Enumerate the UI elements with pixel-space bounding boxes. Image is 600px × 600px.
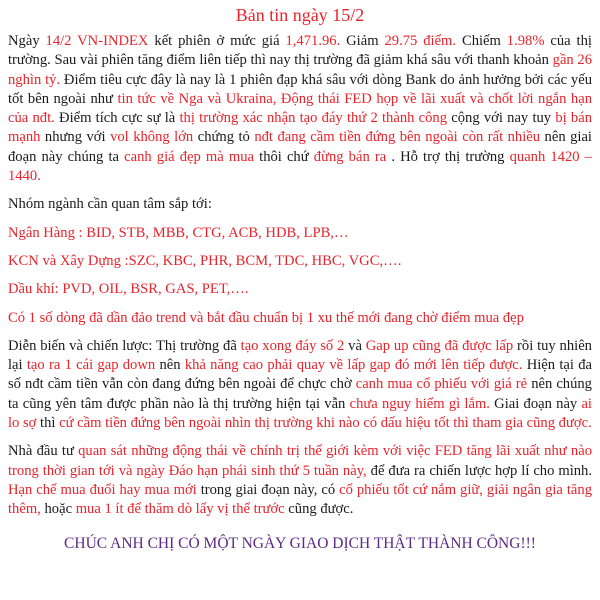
highlight-text: canh giá đẹp mà mua: [124, 148, 255, 165]
highlight-text: cổ phiếu tốt cứ nắm giữ, giải ngân gia tăng thêm,: [8, 481, 592, 518]
highlight-text: gần 26 nghìn tỷ.: [8, 52, 592, 88]
body-text: Ngày: [8, 33, 46, 49]
highlight-text: 1,471.96.: [285, 33, 341, 49]
highlight-text: 1.98%: [506, 33, 545, 49]
closing-message: CHÚC ANH CHỊ CÓ MỘT NGÀY GIAO DỊCH THẬT THÀNH CÔNG!!!: [64, 534, 536, 552]
highlight-text: bị bán mạnh: [8, 110, 593, 146]
body-text: trong giai đoạn này, có: [196, 481, 340, 498]
highlight-text: VN-INDEX: [77, 33, 149, 49]
body-text: Giảm: [340, 33, 385, 49]
body-text: rồi tuy nhiên lại: [8, 337, 592, 374]
sectors-intro: Nhóm ngành cần quan tâm sắp tới:: [8, 196, 212, 213]
sector-oil-gas: Dầu khí: PVD, OIL, BSR, GAS, PET,….: [8, 281, 249, 298]
body-text: chứng tỏ: [193, 129, 255, 146]
highlight-text: nđt đang cầm tiền đứng bên ngoài còn rất nhiều: [254, 129, 541, 146]
body-text: Giai đoạn này: [489, 395, 582, 412]
highlight-text: quanh 1420 – 1440.: [8, 148, 592, 185]
body-text: nên chúng ta cũng yên tâm được phần nào là thị trường hiện tại vẫn: [8, 376, 592, 412]
body-text: Chiếm: [456, 33, 507, 49]
body-text: . Hỗ trợ thị trường: [386, 148, 510, 165]
highlight-text: quan sát những động thái về chính trị thế giới kèm với việc FED tăng lãi xuất như nào trong thời gian tới và ngày Đáo hạn phái sinh thứ 5 tuần này,: [8, 443, 592, 479]
body-text: và: [344, 337, 366, 354]
body-text: để đưa ra chiến lược hợp lí cho mình.: [366, 462, 592, 479]
sector-industrial-construction: KCN và Xây Dựng :SZC, KBC, PHR, BCM, TDC, HBC, VGC,….: [8, 252, 402, 269]
highlight-text: thị trường xác nhận tạo đáy thứ 2 thành công: [179, 110, 448, 127]
body-text: thì: [36, 415, 60, 432]
body-text: Điểm tích cực sự là: [54, 110, 180, 127]
highlight-text: ai lo sợ: [8, 395, 592, 432]
market-summary-paragraph: [8, 32, 592, 186]
body-text: cũng được.: [284, 501, 354, 518]
highlight-text: mua 1 ít để thăm dò lấy vị thế trước: [75, 501, 285, 518]
body-text: nhưng với: [40, 129, 111, 146]
sector-banking: Ngân Hàng : BID, STB, MBB, CTG, ACB, HDB, LPB,…: [8, 224, 349, 241]
highlight-text: 14/2: [45, 33, 72, 49]
sector-trend-note: Có 1 số dòng đã dần đảo trend và bắt đầu chuẩn bị 1 xu thế mới đang chờ điểm mua đẹp: [8, 309, 524, 326]
body-text: Hiện tại đa số nđt cầm tiền vẫn còn đang đứng bên ngoài để chực chờ: [8, 357, 592, 393]
highlight-text: Hạn chế mua đuổi hay mua mới: [8, 481, 197, 498]
highlight-text: chưa nguy hiểm gì lắm.: [349, 395, 490, 412]
body-text: Nhà đầu tư: [8, 443, 79, 460]
highlight-text: 29.75 điểm.: [384, 33, 457, 49]
body-text: thôi chứ: [254, 148, 314, 165]
body-text: của thị trường. Sau vài phiên tăng điểm liên tiếp thì nay thị trường đã giảm khá sâu với thanh khoản: [8, 33, 592, 69]
investor-advice-paragraph: [8, 442, 592, 519]
body-text: nên: [155, 357, 185, 374]
strategy-paragraph: [8, 337, 592, 433]
body-text: cộng với nay tuy: [447, 110, 556, 127]
body-text: hoặc: [40, 501, 76, 518]
highlight-text: Gap up cũng đã được lấp: [365, 337, 514, 354]
body-text: kết phiên ở mức giá: [148, 33, 286, 49]
highlight-text: canh mua cổ phiếu với giá rẻ: [355, 376, 528, 393]
highlight-text: vol không lớn: [110, 129, 194, 146]
highlight-text: đừng bán ra: [313, 148, 387, 165]
highlight-text: tạo xong đáy số 2: [240, 337, 345, 354]
highlight-text: khả năng cao phải quay về lấp gap đó mới lên tiếp được.: [184, 357, 523, 374]
body-text: Diễn biến và chiến lược: Thị trường đã: [8, 337, 241, 354]
highlight-text: tin tức về Nga và Ukraina, Động thái FED họp về lãi xuất và chốt lời ngắn hạn của nđt.: [8, 90, 593, 127]
body-text: nên giai đoạn này chúng ta: [8, 129, 592, 165]
body-text: Điểm tiêu cực đây là nay là 1 phiên đạp khá sâu với dòng Bank do ảnh hưởng bởi các yếu tốt bên ngoài như: [8, 71, 592, 107]
highlight-text: tạo ra 1 cái gap down: [26, 357, 156, 374]
highlight-text: cứ cầm tiền đứng bên ngoài nhìn thị trường khi nào có dấu hiệu tốt thì tham gia cũng được.: [59, 415, 592, 432]
bulletin-title: Bản tin ngày 15/2: [235, 5, 365, 25]
